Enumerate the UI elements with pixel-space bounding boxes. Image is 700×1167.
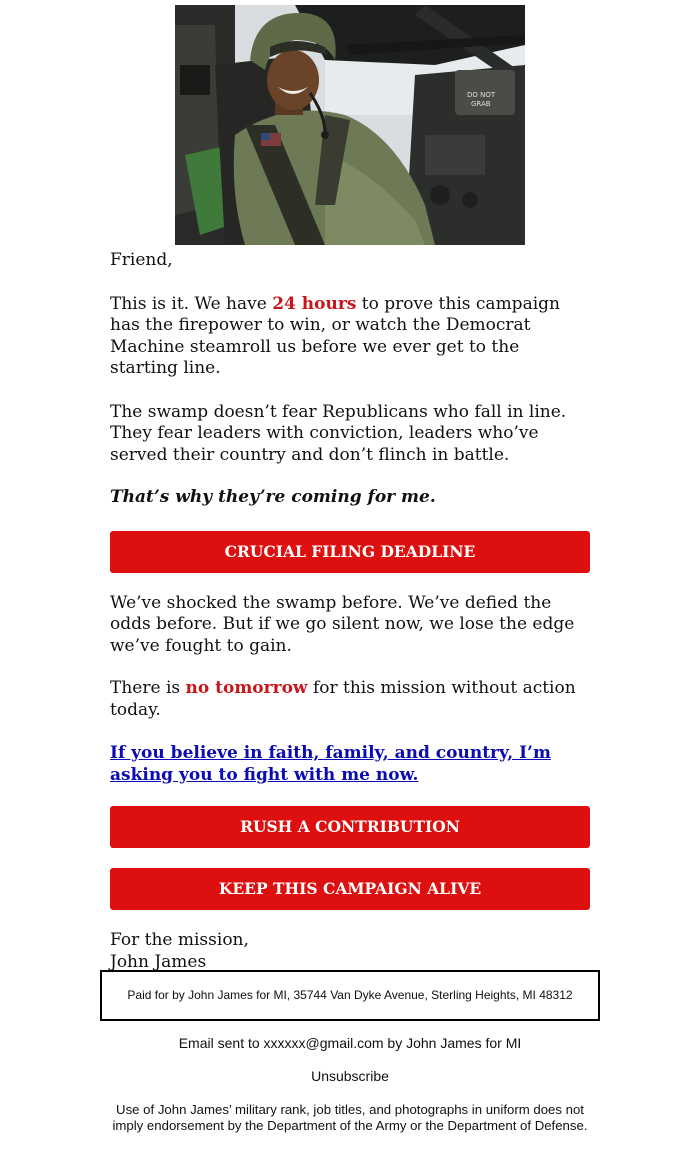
paragraph-coming-for-me: That’s why they’re coming for me. [110,487,436,507]
email-body [110,250,590,973]
email-sent-notice: Email sent to xxxxxx@gmail.com by John James for MI [178,1035,522,1051]
paragraph-no-tomorrow [110,678,590,721]
highlight-no-tomorrow: no tomorrow [185,678,308,698]
pilot-cockpit-image [175,5,525,245]
paragraph-swamp: The swamp doesn’t fear Republicans who fall in line. They fear leaders with conviction, leaders who’ve served their country and don’t flinch in battle. [110,401,567,465]
rush-contribution-button[interactable]: RUSH A CONTRIBUTION [110,806,590,848]
signoff: For the mission, [110,930,249,950]
paragraph-shocked-swamp: We’ve shocked the swamp before. We’ve defied the odds before. But if we go silent now, we lose the edge we’ve fought to gain. [110,592,575,656]
paragraph-deadline-rest: to prove this campaign has the firepower to win, or watch the Democrat Machine steamroll us before we ever get to the starting line. [110,293,560,378]
paragraph-no-tomorrow-lead: There is [110,678,186,698]
paragraph-no-tomorrow-rest: for this mission without action today. [110,678,576,720]
highlight-24-hours: 24 hours [272,293,357,314]
svg-text:DO NOT: DO NOT [467,91,496,99]
paid-for-disclaimer-box: Paid for by John James for MI, 35744 Van Dyke Avenue, Sterling Heights, MI 48312 [100,970,600,1021]
hero-photo [175,5,525,245]
military-endorsement-disclaimer: Use of John James’ military rank, job titles, and photographs in uniform does not imply endorsement by the Department of the Army or the Department of Defense. [112,1102,588,1133]
fight-with-me-link[interactable]: If you believe in faith, family, and country, I’m asking you to fight with me now. [110,743,551,785]
unsubscribe-link[interactable]: Unsubscribe [311,1068,389,1084]
signature: John James [110,951,207,972]
paragraph-deadline-lead: This is it. We have [110,293,273,314]
svg-text:GRAB: GRAB [471,100,491,108]
keep-campaign-alive-button[interactable]: KEEP THIS CAMPAIGN ALIVE [110,868,590,910]
greeting: Friend, [110,250,173,270]
crucial-filing-deadline-button[interactable]: CRUCIAL FILING DEADLINE [110,531,590,573]
paragraph-deadline [110,294,590,380]
